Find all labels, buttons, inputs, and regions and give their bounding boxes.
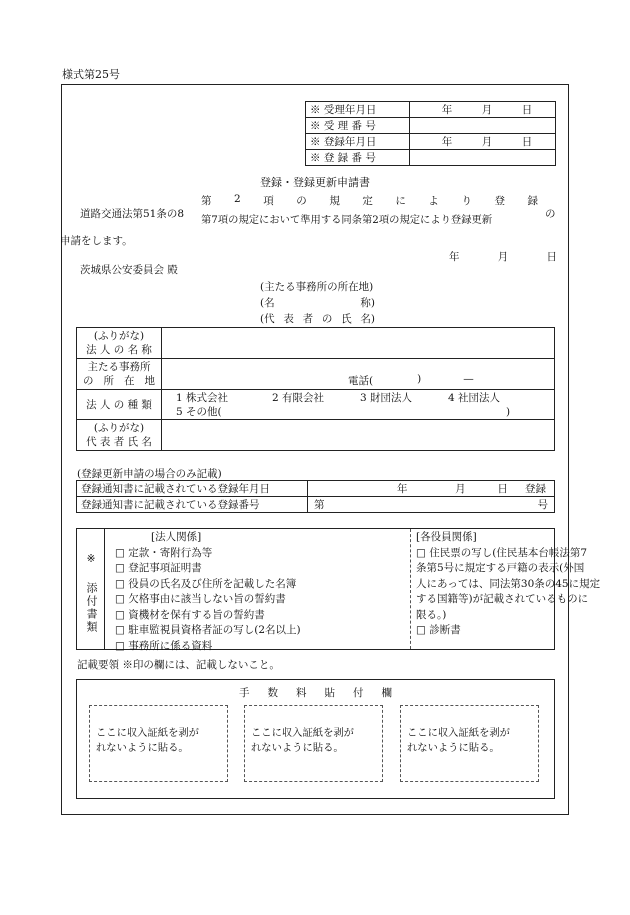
- office-address-label: 主たる事務所 の 所 在 地: [77, 359, 162, 390]
- table-row: [77, 328, 555, 359]
- law-suffix: の: [545, 208, 556, 220]
- docs-side-label: [77, 529, 105, 649]
- telephone-line: 電話( ) —: [348, 373, 474, 387]
- reception-table: [305, 101, 556, 166]
- list-item: 人にあっては、同法第30条の45に規定: [416, 577, 601, 590]
- list-item[interactable]: □ 診断書: [416, 624, 461, 636]
- table-row: [306, 102, 556, 118]
- form-number: 様式第25号: [62, 68, 120, 81]
- list-item[interactable]: □ 事務所に係る資料: [115, 639, 213, 652]
- table-row: [77, 481, 555, 497]
- table-row: [77, 497, 555, 513]
- officer-docs-header: [各役員関係]: [416, 531, 477, 543]
- rep-name-label: (ふりがな) 代 表 者 氏 名: [77, 420, 162, 451]
- officer-docs-list: [416, 530, 601, 639]
- applicant-rep-label: (代 表 者 の 氏 名): [260, 313, 375, 325]
- stamp-slot-2[interactable]: ここに収入証紙を剥が れないように貼る。: [244, 705, 383, 782]
- law-prefix: 道路交通法第51条の8: [80, 208, 185, 220]
- law-closing: 申請をします。: [60, 235, 133, 247]
- corp-kind-label: 法 人 の 種 類: [77, 390, 162, 420]
- kind-option-2[interactable]: 2 有限会社: [272, 391, 325, 404]
- list-item[interactable]: □ 駐車監視員資格者証の写し(2名以上): [115, 624, 301, 636]
- list-item: する国籍等)が記載されているものに: [416, 593, 589, 605]
- rep-name-field[interactable]: [162, 420, 555, 451]
- registration-number-field[interactable]: [410, 150, 556, 166]
- table-row: [77, 390, 555, 420]
- renewal-number-field[interactable]: 第 号: [308, 497, 555, 513]
- list-item[interactable]: □ 住民票の写し(住民基本台帳法第7: [416, 546, 588, 559]
- renewal-table: [76, 480, 555, 513]
- filling-notes: 記載要領 ※印の欄には、記載しないこと。: [77, 659, 280, 671]
- applicant-office-label: (主たる事務所の所在地): [260, 281, 374, 293]
- list-item[interactable]: □ 役員の氏名及び住所を記載した名簿: [115, 577, 297, 590]
- applicant-name-label: (名 称): [260, 297, 375, 309]
- renewal-number-label: 登録通知書に記載されている登録番号: [77, 497, 308, 513]
- registration-date-label: ※ 登録年月日: [306, 134, 410, 150]
- list-item[interactable]: □ 定款・寄附行為等: [115, 546, 213, 559]
- registration-date-field[interactable]: 年 月 日: [410, 134, 556, 150]
- reception-date-field[interactable]: 年 月 日: [410, 102, 556, 118]
- reception-number-field[interactable]: [410, 118, 556, 134]
- attached-documents: [76, 528, 601, 652]
- docs-side-text: 添付書類: [85, 582, 98, 634]
- renewal-date-field[interactable]: 年 月 日 登録: [308, 481, 555, 497]
- table-row: [306, 134, 556, 150]
- stamp-slot-3[interactable]: ここに収入証紙を剥が れないように貼る。: [400, 705, 539, 782]
- law-line-2: 第7項の規定において準用する同条第2項の規定により登録更新: [201, 214, 493, 226]
- office-address-field[interactable]: [162, 359, 555, 390]
- docs-mark: ※: [86, 553, 96, 565]
- corp-kind-field[interactable]: 1 株式会社 2 有限会社 3 財団法人 4 社団法人 5 その他( ): [162, 390, 555, 420]
- list-item[interactable]: □ 登記事項証明書: [115, 562, 202, 574]
- reception-date-label: ※ 受理年月日: [306, 102, 410, 118]
- fee-stamp-area: [76, 679, 555, 799]
- list-item[interactable]: □ 欠格事由に該当しない旨の誓約書: [115, 593, 286, 605]
- kind-option-1[interactable]: 1 株式会社: [176, 391, 229, 404]
- corp-name-field[interactable]: [162, 328, 555, 359]
- docs-divider: [410, 529, 411, 649]
- law-line-1: 第 2 項 の 規 定 に よ り 登 録: [201, 193, 538, 207]
- corp-docs-header: [法人関係]: [151, 531, 202, 543]
- addressee: 茨城県公安委員会 殿: [80, 264, 178, 276]
- registration-number-label: ※ 登 録 番 号: [306, 150, 410, 166]
- fee-stamp-header: 手 数 料 貼 付 欄: [239, 687, 392, 699]
- corp-name-label: (ふりがな) 法 人 の 名 称: [77, 328, 162, 359]
- table-row: [306, 118, 556, 134]
- stamp-slot-1[interactable]: ここに収入証紙を剥が れないように貼る。: [89, 705, 228, 782]
- form-title: 登録・登録更新申請書: [260, 176, 370, 189]
- kind-option-4[interactable]: 4 社団法人: [448, 391, 501, 404]
- corp-docs-list: [115, 530, 405, 654]
- reception-number-label: ※ 受 理 番 号: [306, 118, 410, 134]
- renewal-date-label: 登録通知書に記載されている登録年月日: [77, 481, 308, 497]
- corporation-table: [76, 327, 555, 451]
- list-item: 限る。): [416, 608, 447, 621]
- list-item: 条第5号に規定する戸籍の表示(外国: [416, 562, 585, 574]
- kind-option-5[interactable]: 5 その他(: [176, 405, 222, 418]
- kind-option-3[interactable]: 3 財団法人: [360, 391, 413, 404]
- table-row: [306, 150, 556, 166]
- application-date[interactable]: 年 月 日: [449, 251, 557, 263]
- table-row: [77, 420, 555, 451]
- list-item[interactable]: □ 資機材を保有する旨の誓約書: [115, 608, 265, 621]
- table-row: [77, 359, 555, 390]
- renewal-note: (登録更新申請の場合のみ記載): [77, 468, 222, 480]
